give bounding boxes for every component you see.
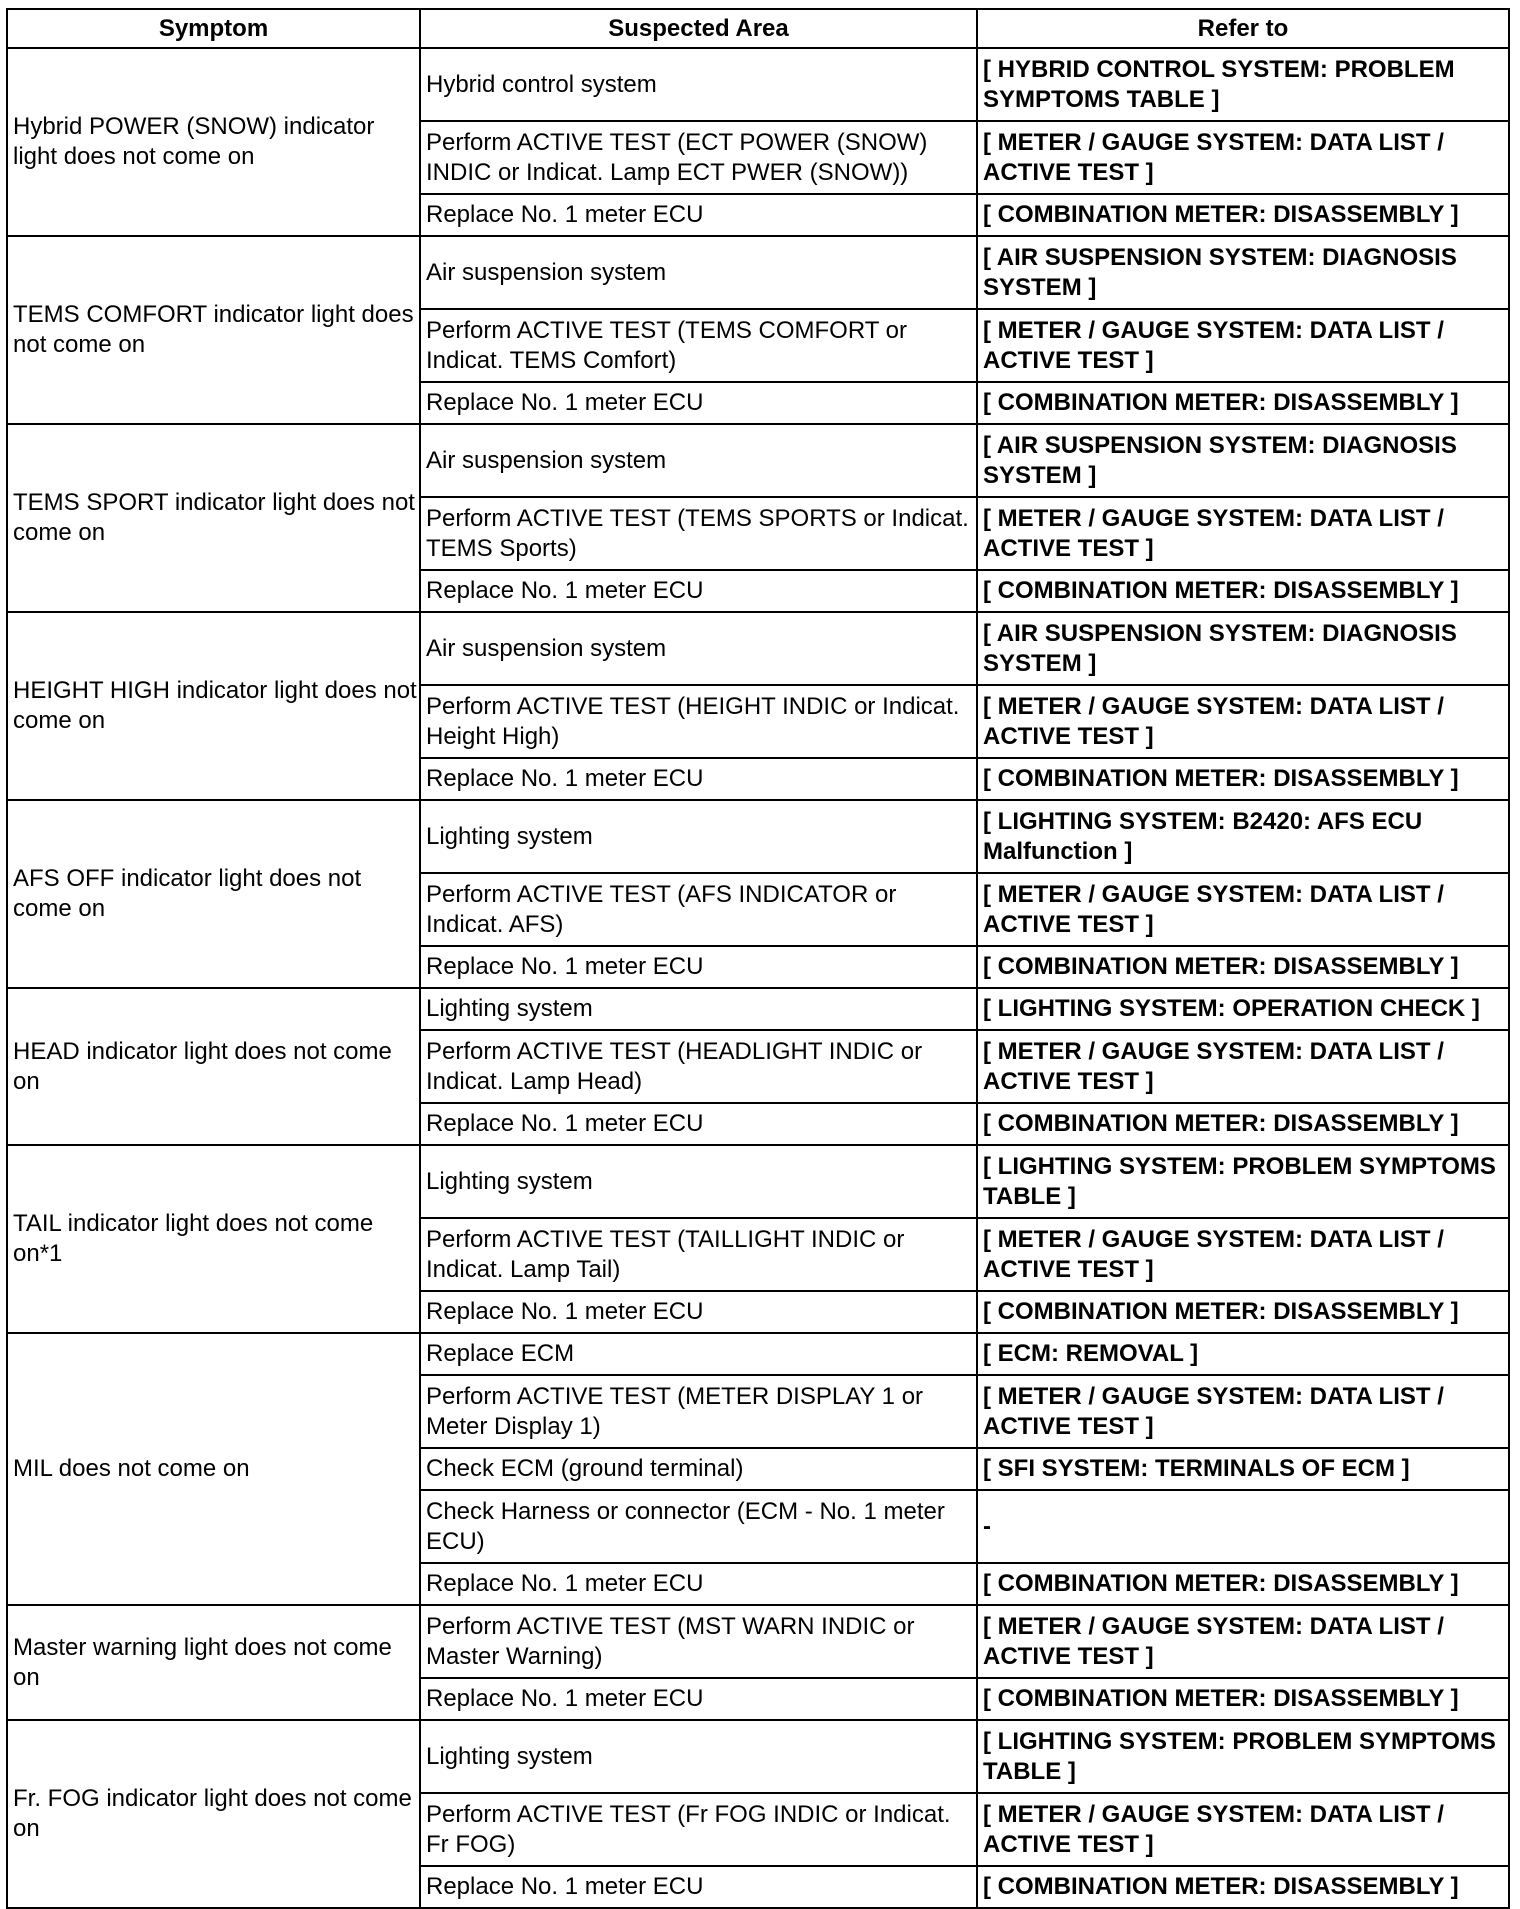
symptom-cell: Fr. FOG indicator light does not come on [7, 1720, 420, 1908]
suspected-area-cell: Replace No. 1 meter ECU [420, 1291, 977, 1333]
table-row [7, 988, 1509, 1030]
table-row [7, 424, 1509, 497]
suspected-area-cell: Perform ACTIVE TEST (Fr FOG INDIC or Indicat. Fr FOG) [420, 1793, 977, 1866]
symptom-cell: TAIL indicator light does not come on*1 [7, 1145, 420, 1333]
suspected-area-cell: Hybrid control system [420, 48, 977, 121]
suspected-area-cell: Air suspension system [420, 236, 977, 309]
refer-to-cell: [ AIR SUSPENSION SYSTEM: DIAGNOSIS SYSTEM ] [977, 612, 1509, 685]
refer-to-cell: [ AIR SUSPENSION SYSTEM: DIAGNOSIS SYSTEM ] [977, 424, 1509, 497]
suspected-area-cell: Replace No. 1 meter ECU [420, 1866, 977, 1908]
refer-to-cell: [ HYBRID CONTROL SYSTEM: PROBLEM SYMPTOMS TABLE ] [977, 48, 1509, 121]
table-row [7, 1605, 1509, 1678]
header-symptom: Symptom [7, 9, 420, 48]
table-body [7, 48, 1509, 1908]
refer-to-cell: [ COMBINATION METER: DISASSEMBLY ] [977, 1103, 1509, 1145]
suspected-area-cell: Replace No. 1 meter ECU [420, 946, 977, 988]
refer-to-cell: [ METER / GAUGE SYSTEM: DATA LIST / ACTIVE TEST ] [977, 1605, 1509, 1678]
refer-to-cell: [ METER / GAUGE SYSTEM: DATA LIST / ACTIVE TEST ] [977, 1030, 1509, 1103]
suspected-area-cell: Lighting system [420, 1720, 977, 1793]
suspected-area-cell: Lighting system [420, 1145, 977, 1218]
refer-to-cell: [ COMBINATION METER: DISASSEMBLY ] [977, 1866, 1509, 1908]
suspected-area-cell: Replace No. 1 meter ECU [420, 382, 977, 424]
symptom-cell: TEMS SPORT indicator light does not come on [7, 424, 420, 612]
symptom-cell: HEAD indicator light does not come on [7, 988, 420, 1145]
suspected-area-cell: Air suspension system [420, 424, 977, 497]
suspected-area-cell: Perform ACTIVE TEST (HEADLIGHT INDIC or Indicat. Lamp Head) [420, 1030, 977, 1103]
symptom-cell: AFS OFF indicator light does not come on [7, 800, 420, 988]
refer-to-cell: [ METER / GAUGE SYSTEM: DATA LIST / ACTIVE TEST ] [977, 1218, 1509, 1291]
symptom-cell: TEMS COMFORT indicator light does not come on [7, 236, 420, 424]
table-row [7, 236, 1509, 309]
header-refer-to: Refer to [977, 9, 1509, 48]
suspected-area-cell: Replace No. 1 meter ECU [420, 194, 977, 236]
header-suspected-area: Suspected Area [420, 9, 977, 48]
table-row [7, 1333, 1509, 1375]
suspected-area-cell: Replace No. 1 meter ECU [420, 758, 977, 800]
symptom-cell: Hybrid POWER (SNOW) indicator light does not come on [7, 48, 420, 236]
refer-to-cell: [ LIGHTING SYSTEM: B2420: AFS ECU Malfunction ] [977, 800, 1509, 873]
refer-to-cell: [ ECM: REMOVAL ] [977, 1333, 1509, 1375]
suspected-area-cell: Air suspension system [420, 612, 977, 685]
suspected-area-cell: Replace ECM [420, 1333, 977, 1375]
suspected-area-cell: Replace No. 1 meter ECU [420, 1103, 977, 1145]
suspected-area-cell: Perform ACTIVE TEST (ECT POWER (SNOW) INDIC or Indicat. Lamp ECT PWER (SNOW)) [420, 121, 977, 194]
refer-to-cell: [ COMBINATION METER: DISASSEMBLY ] [977, 946, 1509, 988]
table-row [7, 48, 1509, 121]
refer-to-cell: [ COMBINATION METER: DISASSEMBLY ] [977, 1678, 1509, 1720]
symptom-cell: MIL does not come on [7, 1333, 420, 1605]
refer-to-cell: [ METER / GAUGE SYSTEM: DATA LIST / ACTIVE TEST ] [977, 497, 1509, 570]
refer-to-cell: [ METER / GAUGE SYSTEM: DATA LIST / ACTIVE TEST ] [977, 873, 1509, 946]
refer-to-cell: [ COMBINATION METER: DISASSEMBLY ] [977, 758, 1509, 800]
symptom-cell: HEIGHT HIGH indicator light does not come on [7, 612, 420, 800]
symptom-table [6, 8, 1510, 1909]
suspected-area-cell: Perform ACTIVE TEST (MST WARN INDIC or Master Warning) [420, 1605, 977, 1678]
suspected-area-cell: Perform ACTIVE TEST (HEIGHT INDIC or Indicat. Height High) [420, 685, 977, 758]
table-header [7, 9, 1509, 48]
refer-to-cell: - [977, 1490, 1509, 1563]
refer-to-cell: [ LIGHTING SYSTEM: PROBLEM SYMPTOMS TABLE ] [977, 1145, 1509, 1218]
table-row [7, 612, 1509, 685]
header-row [7, 9, 1509, 48]
table-row [7, 1145, 1509, 1218]
refer-to-cell: [ SFI SYSTEM: TERMINALS OF ECM ] [977, 1448, 1509, 1490]
suspected-area-cell: Lighting system [420, 988, 977, 1030]
table-row [7, 800, 1509, 873]
page [6, 8, 1510, 1909]
refer-to-cell: [ COMBINATION METER: DISASSEMBLY ] [977, 194, 1509, 236]
suspected-area-cell: Perform ACTIVE TEST (TEMS COMFORT or Indicat. TEMS Comfort) [420, 309, 977, 382]
suspected-area-cell: Replace No. 1 meter ECU [420, 1678, 977, 1720]
suspected-area-cell: Check ECM (ground terminal) [420, 1448, 977, 1490]
refer-to-cell: [ COMBINATION METER: DISASSEMBLY ] [977, 1563, 1509, 1605]
table-row [7, 1720, 1509, 1793]
refer-to-cell: [ LIGHTING SYSTEM: PROBLEM SYMPTOMS TABLE ] [977, 1720, 1509, 1793]
suspected-area-cell: Perform ACTIVE TEST (AFS INDICATOR or Indicat. AFS) [420, 873, 977, 946]
refer-to-cell: [ COMBINATION METER: DISASSEMBLY ] [977, 382, 1509, 424]
suspected-area-cell: Replace No. 1 meter ECU [420, 1563, 977, 1605]
refer-to-cell: [ METER / GAUGE SYSTEM: DATA LIST / ACTIVE TEST ] [977, 309, 1509, 382]
refer-to-cell: [ METER / GAUGE SYSTEM: DATA LIST / ACTIVE TEST ] [977, 121, 1509, 194]
suspected-area-cell: Replace No. 1 meter ECU [420, 570, 977, 612]
refer-to-cell: [ AIR SUSPENSION SYSTEM: DIAGNOSIS SYSTEM ] [977, 236, 1509, 309]
refer-to-cell: [ METER / GAUGE SYSTEM: DATA LIST / ACTIVE TEST ] [977, 1375, 1509, 1448]
symptom-cell: Master warning light does not come on [7, 1605, 420, 1720]
suspected-area-cell: Perform ACTIVE TEST (TEMS SPORTS or Indicat. TEMS Sports) [420, 497, 977, 570]
suspected-area-cell: Perform ACTIVE TEST (TAILLIGHT INDIC or Indicat. Lamp Tail) [420, 1218, 977, 1291]
refer-to-cell: [ METER / GAUGE SYSTEM: DATA LIST / ACTIVE TEST ] [977, 1793, 1509, 1866]
refer-to-cell: [ COMBINATION METER: DISASSEMBLY ] [977, 1291, 1509, 1333]
suspected-area-cell: Perform ACTIVE TEST (METER DISPLAY 1 or Meter Display 1) [420, 1375, 977, 1448]
suspected-area-cell: Check Harness or connector (ECM - No. 1 meter ECU) [420, 1490, 977, 1563]
suspected-area-cell: Lighting system [420, 800, 977, 873]
refer-to-cell: [ COMBINATION METER: DISASSEMBLY ] [977, 570, 1509, 612]
refer-to-cell: [ LIGHTING SYSTEM: OPERATION CHECK ] [977, 988, 1509, 1030]
refer-to-cell: [ METER / GAUGE SYSTEM: DATA LIST / ACTIVE TEST ] [977, 685, 1509, 758]
